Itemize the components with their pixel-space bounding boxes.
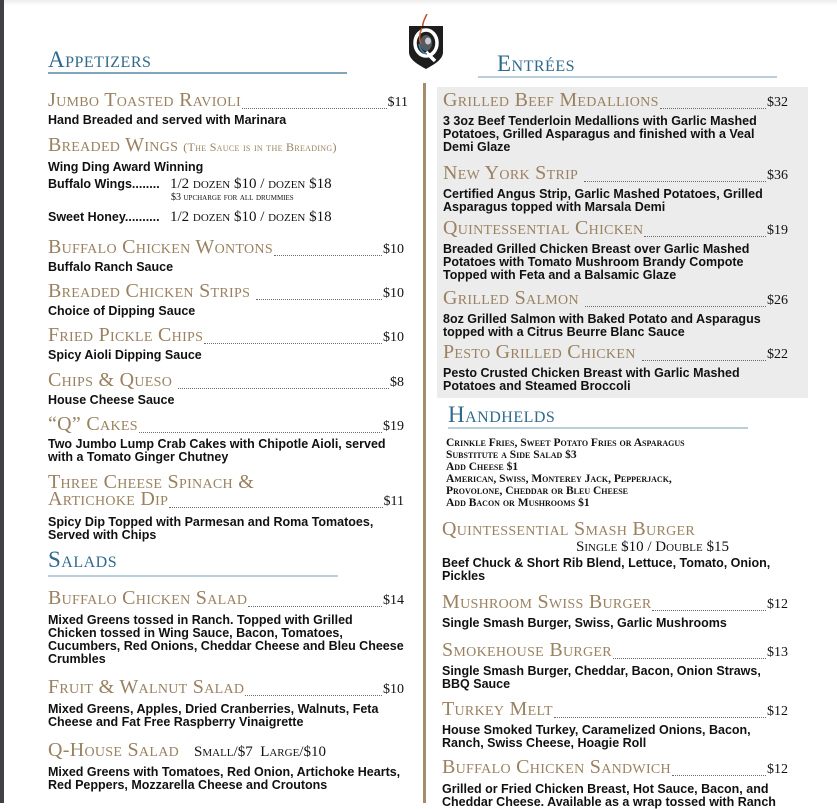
menu-item-new-york-strip: New York Strip $36 Certified Angus Strip, Garlic Mashed Potatoes, Grilled Asparagus topped with Marsala Demi xyxy=(443,162,788,214)
menu-item-breaded-wings: Breaded Wings (The Sauce is in the Breading) Wing Ding Award Winning Buffalo Wings........ 1/2 dozen $10 / dozen $18 $3 upcharge for all drummies Sweet Honey.......... 1/2 dozen $10 / dozen $18 xyxy=(48,135,408,225)
menu-item-buffalo-chicken-sandwich: Buffalo Chicken Sandwich $12 Grilled or Fried Chicken Breast, Hot Sauce, Bacon, and Cheddar Cheese. Available as a wrap tossed with Ranch xyxy=(442,756,788,809)
menu-item-q-house-salad: Q-House Salad Small/$7 Large/$10 Mixed Greens with Tomatoes, Red Onion, Artichoke Hearts, Red Peppers, Mozzarella Cheese and Croutons xyxy=(48,739,401,792)
menu-item-quintessential-smash-burger: Quintessential Smash Burger Single $10 / Double $15 Beef Chuck & Short Rib Blend, Lettuce, Tomato, Onion, Pickles xyxy=(442,518,771,583)
section-title-entrees: Entrées xyxy=(497,51,575,76)
menu-item-smokehouse-burger: Smokehouse Burger $13 Single Smash Burger, Cheddar, Bacon, Onion Straws, BBQ Sauce xyxy=(442,639,788,691)
q-shield-logo-icon xyxy=(407,14,445,70)
menu-item-quintessential-chicken: Quintessential Chicken $19 Breaded Grilled Chicken Breast over Garlic Mashed Potatoes with Tomato Mushroom Brandy Compote Topped with Feta and a Balsamic Glaze xyxy=(443,217,788,282)
menu-item-fried-pickle-chips: Fried Pickle Chips $10 Spicy Aioli Dipping Sauce xyxy=(48,324,404,362)
section-title-handhelds: Handhelds xyxy=(448,402,556,427)
menu-item-q-cakes: “Q” Cakes $19 Two Jumbo Lump Crab Cakes with Chipotle Aioli, served with a Tomato Ginger Chutney xyxy=(48,413,404,464)
menu-item-buffalo-chicken-wontons: Buffalo Chicken Wontons $10 Buffalo Ranch Sauce xyxy=(48,236,404,274)
wing-option-sweet-honey: Sweet Honey.......... 1/2 dozen $10 / dozen $18 xyxy=(48,209,332,225)
menu-item-chips-queso: Chips & Queso $8 House Cheese Sauce xyxy=(48,369,404,407)
column-divider xyxy=(423,83,426,803)
handhelds-rule xyxy=(448,427,748,429)
menu-item-mushroom-swiss-burger: Mushroom Swiss Burger $12 Single Smash Burger, Swiss, Garlic Mushrooms xyxy=(442,591,788,630)
entrees-rule xyxy=(478,76,777,78)
menu-item-grilled-salmon: Grilled Salmon $26 8oz Grilled Salmon with Baked Potato and Asparagus topped with a Citrus Beurre Blanc Sauce xyxy=(443,287,788,339)
handhelds-sides-notes: Crinkle Fries, Sweet Potato Fries or Asparagus Substitute a Side Salad $3 Add Cheese $1 American, Swiss, Monterey Jack, Pepperjack, Provolone, Cheddar or Bleu Cheese Add Bacon or Mushrooms $1 xyxy=(446,437,685,509)
wing-option-buffalo: Buffalo Wings........ 1/2 dozen $10 / dozen $18 xyxy=(48,176,332,192)
appetizers-rule xyxy=(48,72,347,74)
section-title-appetizers: Appetizers xyxy=(48,47,152,72)
menu-item-jumbo-toasted-ravioli: Jumbo Toasted Ravioli $11 Hand Breaded and served with Marinara xyxy=(48,89,408,127)
menu-item-buffalo-chicken-salad: Buffalo Chicken Salad $14 Mixed Greens tossed in Ranch. Topped with Grilled Chicken tossed in Wing Sauce, Bacon, Tomatoes, Cucumbers, Red Onions, Cheddar Cheese and Bleu Cheese Crumbles xyxy=(48,587,404,666)
menu-item-spinach-artichoke-dip: Three Cheese Spinach & Artichoke Dip $11 Spicy Dip Topped with Parmesan and Roma Tomatoes, Served with Chips xyxy=(48,471,404,542)
salads-rule xyxy=(48,575,338,577)
menu-item-fruit-walnut-salad: Fruit & Walnut Salad $10 Mixed Greens, Apples, Dried Cranberries, Walnuts, Feta Cheese and Fat Free Raspberry Vinaigrette xyxy=(48,676,404,729)
section-title-salads: Salads xyxy=(48,547,118,572)
menu-item-pesto-grilled-chicken: Pesto Grilled Chicken $22 Pesto Crusted Chicken Breast with Garlic Mashed Potatoes and Steamed Broccoli xyxy=(443,341,788,393)
page-top-shadow xyxy=(4,0,837,6)
menu-item-breaded-chicken-strips: Breaded Chicken Strips $10 Choice of Dipping Sauce xyxy=(48,280,404,318)
menu-item-grilled-beef-medallions: Grilled Beef Medallions $32 3 3oz Beef Tenderloin Medallions with Garlic Mashed Potatoes, Grilled Asparagus and finished with a Veal Demi Glaze xyxy=(443,89,788,154)
viewer-left-edge xyxy=(0,0,4,803)
menu-item-turkey-melt: Turkey Melt $12 House Smoked Turkey, Caramelized Onions, Bacon, Ranch, Swiss Cheese, Hoagie Roll xyxy=(442,698,788,750)
